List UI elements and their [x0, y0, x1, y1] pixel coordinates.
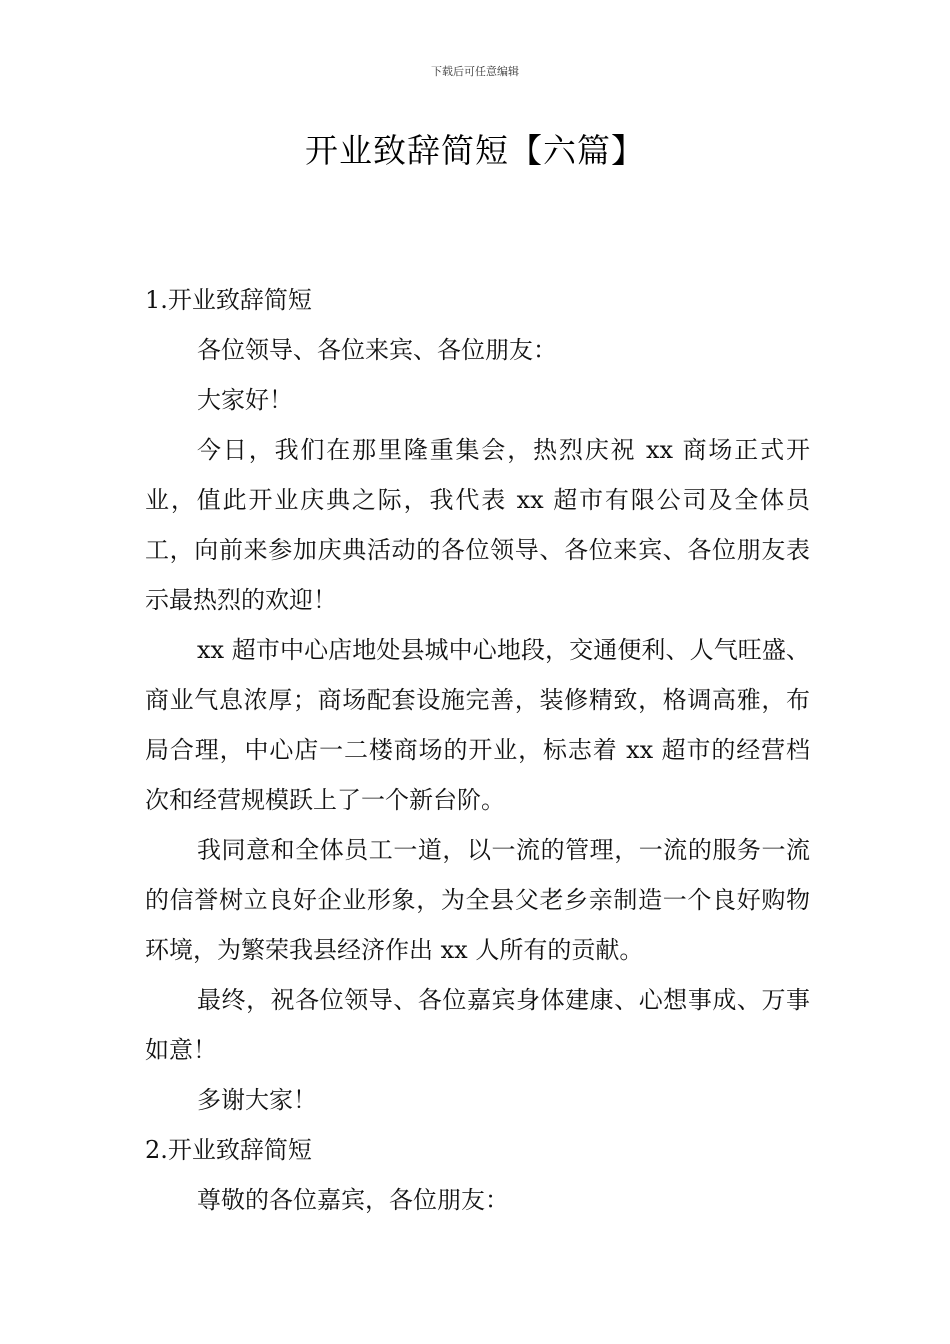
section-heading: 1.开业致辞简短	[145, 286, 312, 314]
header-note: 下载后可任意编辑	[431, 65, 519, 78]
greeting: 大家好！	[197, 386, 293, 414]
body-paragraph: 我同意和全体员工一道，以一流的管理，一流的服务一流的信誉树立良好企业形象，为全县父老乡亲制造一个良好购物环境，为繁荣我县经济作出 xx 人所有的贡献。	[145, 836, 810, 964]
closing-thanks: 多谢大家！	[197, 1086, 317, 1114]
body-paragraph: 最终，祝各位领导、各位嘉宾身体建康、心想事成、万事如意！	[145, 986, 810, 1064]
document-title: 开业致辞简短【六篇】	[305, 131, 645, 170]
document-body	[145, 275, 810, 1225]
salutation: 尊敬的各位嘉宾，各位朋友：	[197, 1186, 509, 1214]
section-heading: 2.开业致辞简短	[145, 1136, 312, 1164]
body-paragraph: xx 超市中心店地处县城中心地段，交通便利、人气旺盛、商业气息浓厚；商场配套设施完善，装修精致，格调高雅，布局合理，中心店一二楼商场的开业，标志着 xx 超市的经营档次和经营规模跃上了一个新台阶。	[145, 636, 810, 814]
body-paragraph: 今日，我们在那里隆重集会，热烈庆祝 xx 商场正式开业，值此开业庆典之际，我代表 xx 超市有限公司及全体员工，向前来参加庆典活动的各位领导、各位来宾、各位朋友表示最热烈的欢迎！	[145, 436, 810, 614]
salutation: 各位领导、各位来宾、各位朋友：	[197, 336, 557, 364]
